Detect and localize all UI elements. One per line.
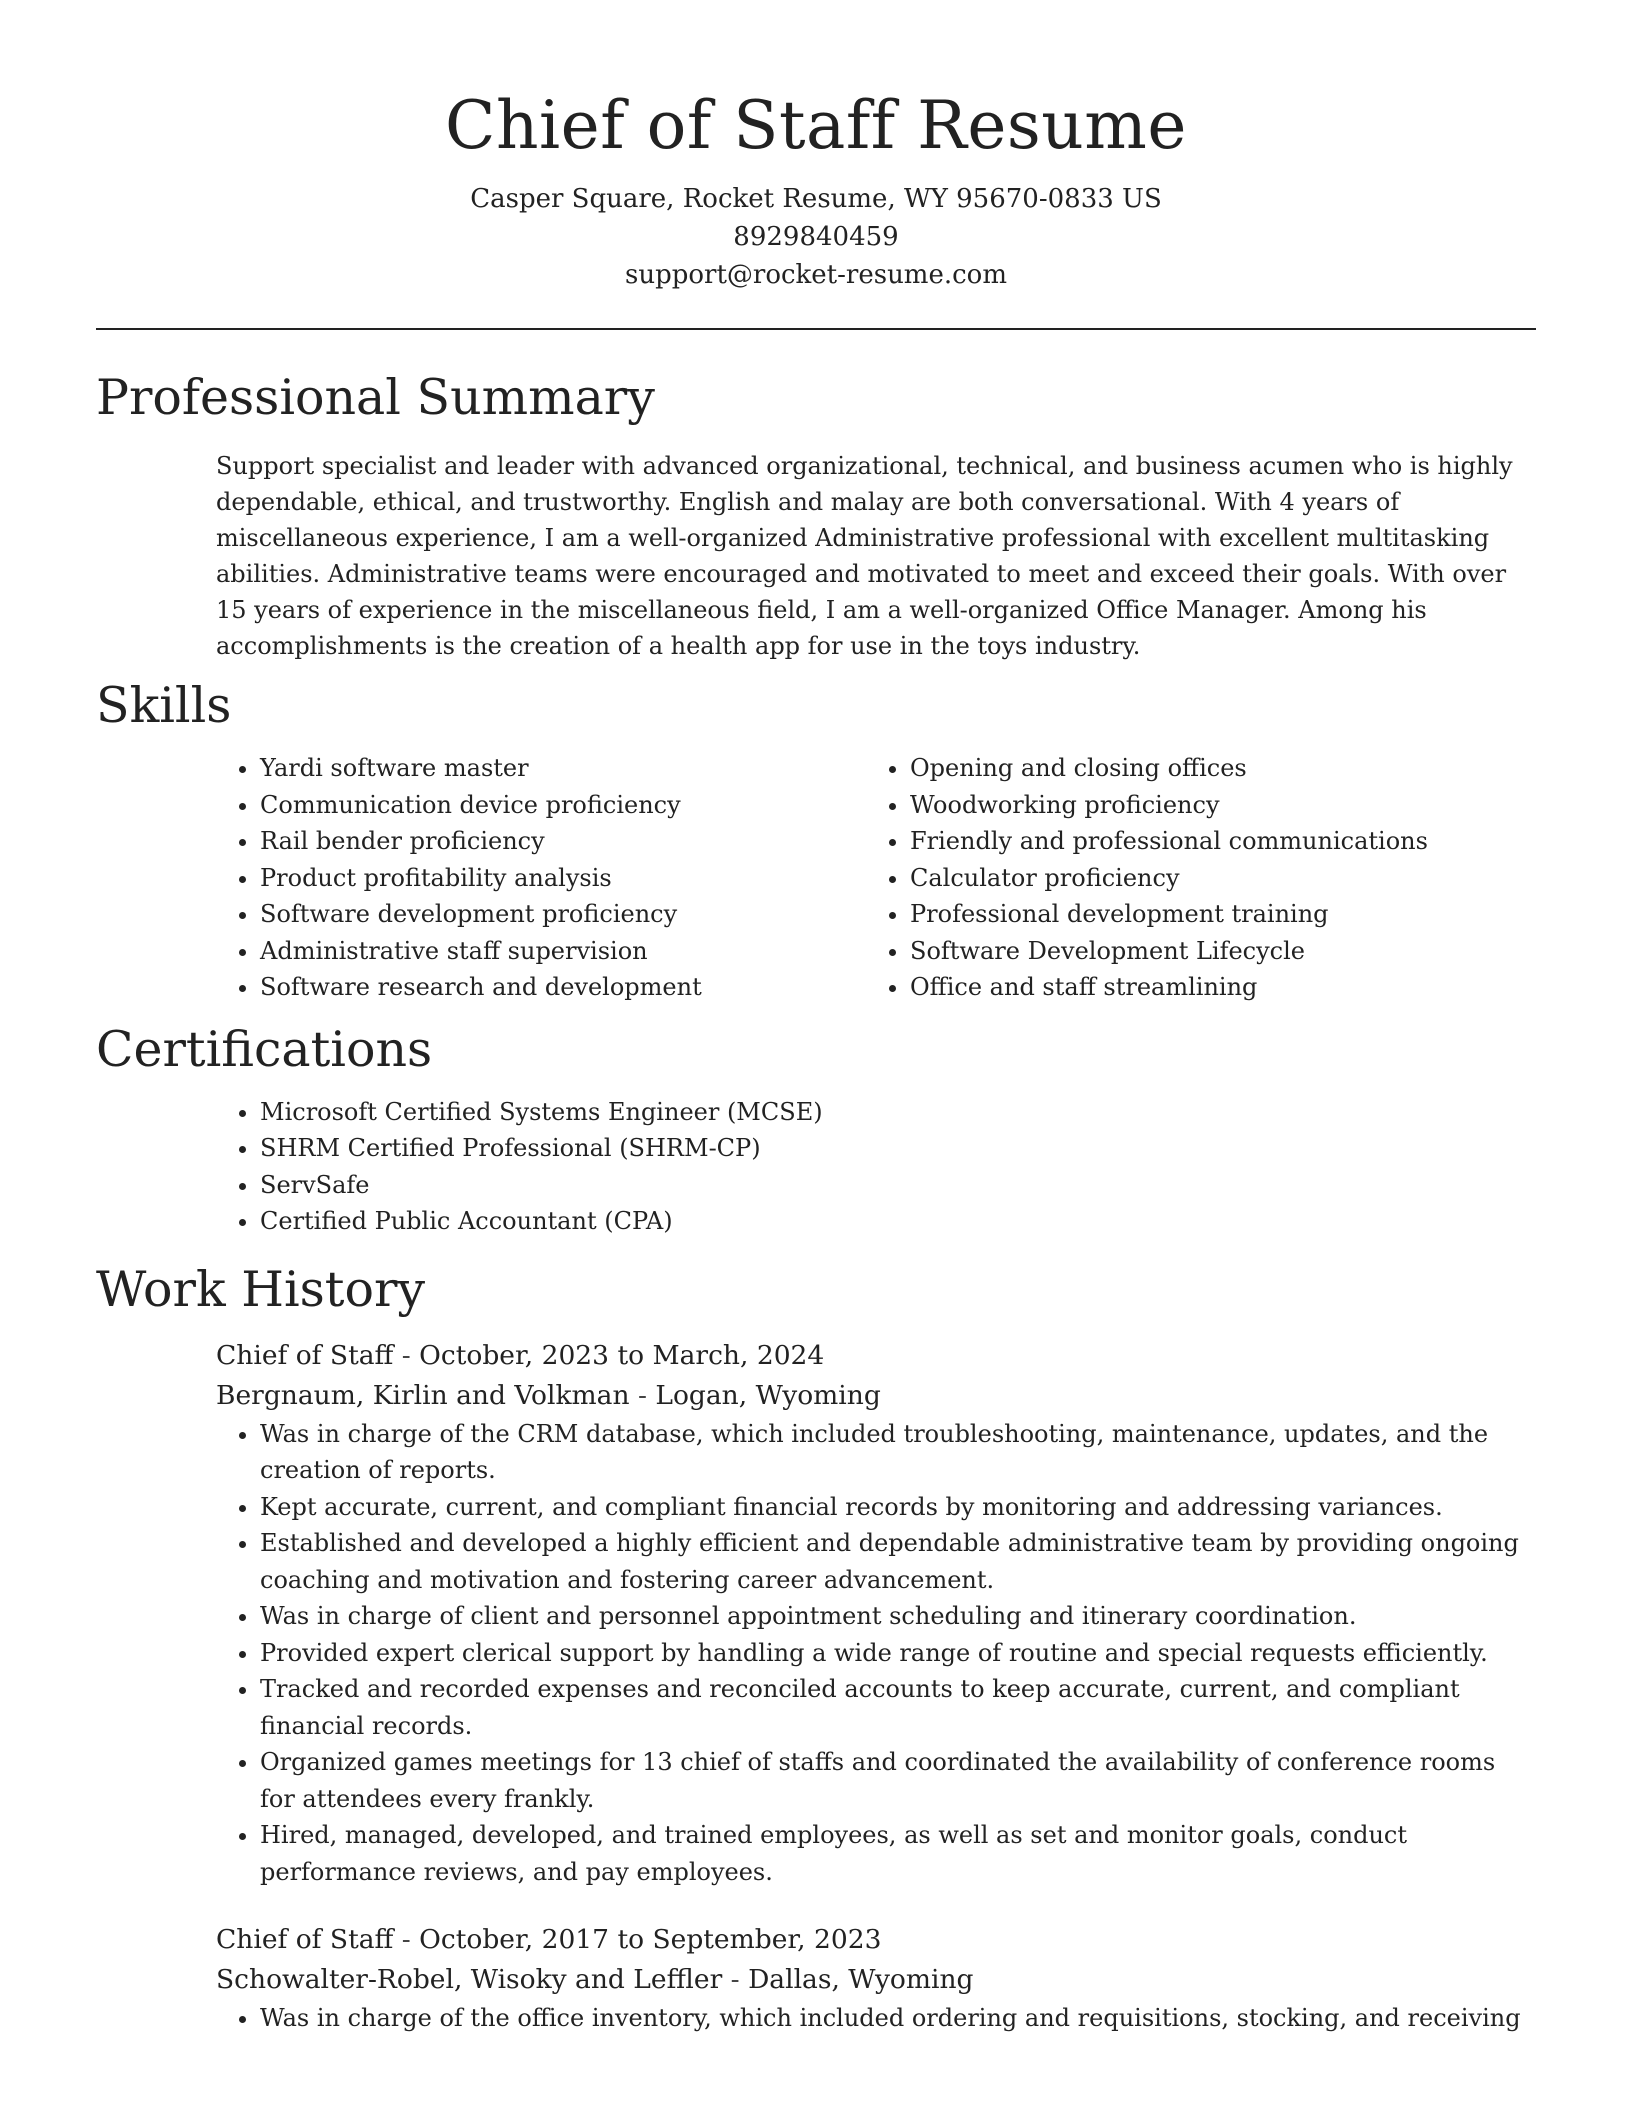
- skills-heading: Skills: [96, 677, 232, 734]
- skills-column-right: [866, 750, 1516, 1006]
- job-dates: October, 2023 to March, 2024: [419, 1339, 825, 1371]
- job-employer-line: [216, 1376, 1536, 1416]
- skills-columns: [216, 750, 1536, 1006]
- summary-heading: Professional Summary: [96, 369, 655, 426]
- certification-item: • Microsoft Certified Systems Engineer (MCSE): [260, 1094, 1536, 1131]
- work-history-heading: Work History: [96, 1260, 426, 1318]
- skill-item: • Opening and closing offices: [910, 750, 1516, 787]
- job-employer: Bergnaum, Kirlin and Volkman: [216, 1379, 630, 1411]
- address-text: Casper Square, Rocket Resume, WY 95670-0833 US: [470, 184, 1162, 214]
- job-bullet-list: [216, 1416, 1536, 1891]
- certification-item: • ServSafe: [260, 1167, 1536, 1204]
- skill-item: • Calculator proficiency: [910, 860, 1516, 897]
- job-bullet: • Was in charge of the office inventory, which included ordering and requisitions, stocking, and receiving: [260, 2000, 1536, 2037]
- skill-item: • Friendly and professional communications: [910, 823, 1516, 860]
- job-location: Dallas, Wyoming: [748, 1964, 974, 1995]
- certifications-section: [96, 1018, 1536, 1240]
- job-bullet: • Hired, managed, developed, and trained employees, as well as set and monitor goals, conduct performance reviews, and pay employees.: [260, 1817, 1536, 1890]
- skill-item: • Professional development training: [910, 896, 1516, 933]
- certification-item: • SHRM Certified Professional (SHRM-CP): [260, 1130, 1536, 1167]
- job-bullet: • Tracked and recorded expenses and reconciled accounts to keep accurate, current, and compliant financial records.: [260, 1671, 1536, 1744]
- job-bullet: • Kept accurate, current, and compliant financial records by monitoring and addressing variances.: [260, 1489, 1536, 1526]
- email-text: support@rocket-resume.com: [624, 260, 1007, 290]
- job-bullet: • Was in charge of the CRM database, which included troubleshooting, maintenance, updates, and the creation of reports.: [260, 1416, 1536, 1489]
- resume-page: [96, 0, 1536, 2037]
- skill-item: • Woodworking proficiency: [910, 787, 1516, 824]
- job-title-line: [216, 1920, 1536, 1960]
- skill-item: • Administrative staff supervision: [260, 933, 866, 970]
- job-employer: Schowalter-Robel, Wisoky and Leffler: [216, 1964, 723, 1995]
- skill-item: • Software development proficiency: [260, 896, 866, 933]
- certification-item: • Certified Public Accountant (CPA): [260, 1203, 1536, 1240]
- skill-item: • Yardi software master: [260, 750, 866, 787]
- skill-item: • Product profitability analysis: [260, 860, 866, 897]
- job-title-line: [216, 1336, 1536, 1376]
- certifications-heading: Certifications: [96, 1020, 433, 1078]
- job-separator: -: [629, 1379, 656, 1411]
- job-location: Logan, Wyoming: [655, 1379, 881, 1411]
- job-role: Chief of Staff: [216, 1924, 394, 1955]
- job-bullet: • Established and developed a highly efficient and dependable administrative team by providing ongoing coaching and motivation and fostering career advancement.: [260, 1525, 1536, 1598]
- phone-text: 8929840459: [733, 222, 899, 252]
- skills-section: [96, 674, 1536, 1006]
- job-separator: -: [722, 1964, 749, 1995]
- skill-item: • Communication device proficiency: [260, 787, 866, 824]
- skills-column-left: [216, 750, 866, 1006]
- job-role: Chief of Staff: [216, 1339, 394, 1371]
- skill-item: • Software research and development: [260, 969, 866, 1006]
- summary-section: [96, 366, 1536, 664]
- job-dates: October, 2017 to September, 2023: [419, 1924, 882, 1955]
- skill-item: • Rail bender proficiency: [260, 823, 866, 860]
- job-separator: -: [393, 1339, 420, 1371]
- summary-text: Support specialist and leader with advanced organizational, technical, and business acumen who is highly dependable, ethical, and trustworthy. English and malay are both conversational. With 4 years of miscellaneous experience, I am a well-organized Administrative professional with excellent multitasking abilities. Administrative teams were encouraged and motivated to meet and exceed their goals. With over 15 years of experience in the miscellaneous field, I am a well-organized Office Manager. Among his accomplishments is the creation of a health app for use in the toys industry.: [216, 452, 1513, 660]
- job-entry: [216, 1336, 1536, 1891]
- skills-list-right: [866, 750, 1516, 1006]
- certifications-block: [216, 1094, 1536, 1240]
- job-separator: -: [393, 1924, 420, 1955]
- certifications-list: [216, 1094, 1536, 1240]
- skills-list-left: [216, 750, 866, 1006]
- job-entry: [216, 1920, 1536, 2037]
- job-bullet: • Provided expert clerical support by handling a wide range of routine and special requests efficiently.: [260, 1635, 1536, 1672]
- job-employer-line: [216, 1960, 1536, 2000]
- skill-item: • Office and staff streamlining: [910, 969, 1516, 1006]
- job-bullet: • Organized games meetings for 13 chief of staffs and coordinated the availability of conference rooms for attendees every frankly.: [260, 1744, 1536, 1817]
- job-bullet: • Was in charge of client and personnel appointment scheduling and itinerary coordination.: [260, 1598, 1536, 1635]
- resume-title: Chief of Staff Resume: [445, 87, 1187, 164]
- resume-header: [96, 0, 1536, 294]
- header-divider: [96, 328, 1536, 330]
- job-bullet-list: [216, 2000, 1536, 2037]
- work-history-section: [96, 1258, 1536, 2037]
- skill-item: • Software Development Lifecycle: [910, 933, 1516, 970]
